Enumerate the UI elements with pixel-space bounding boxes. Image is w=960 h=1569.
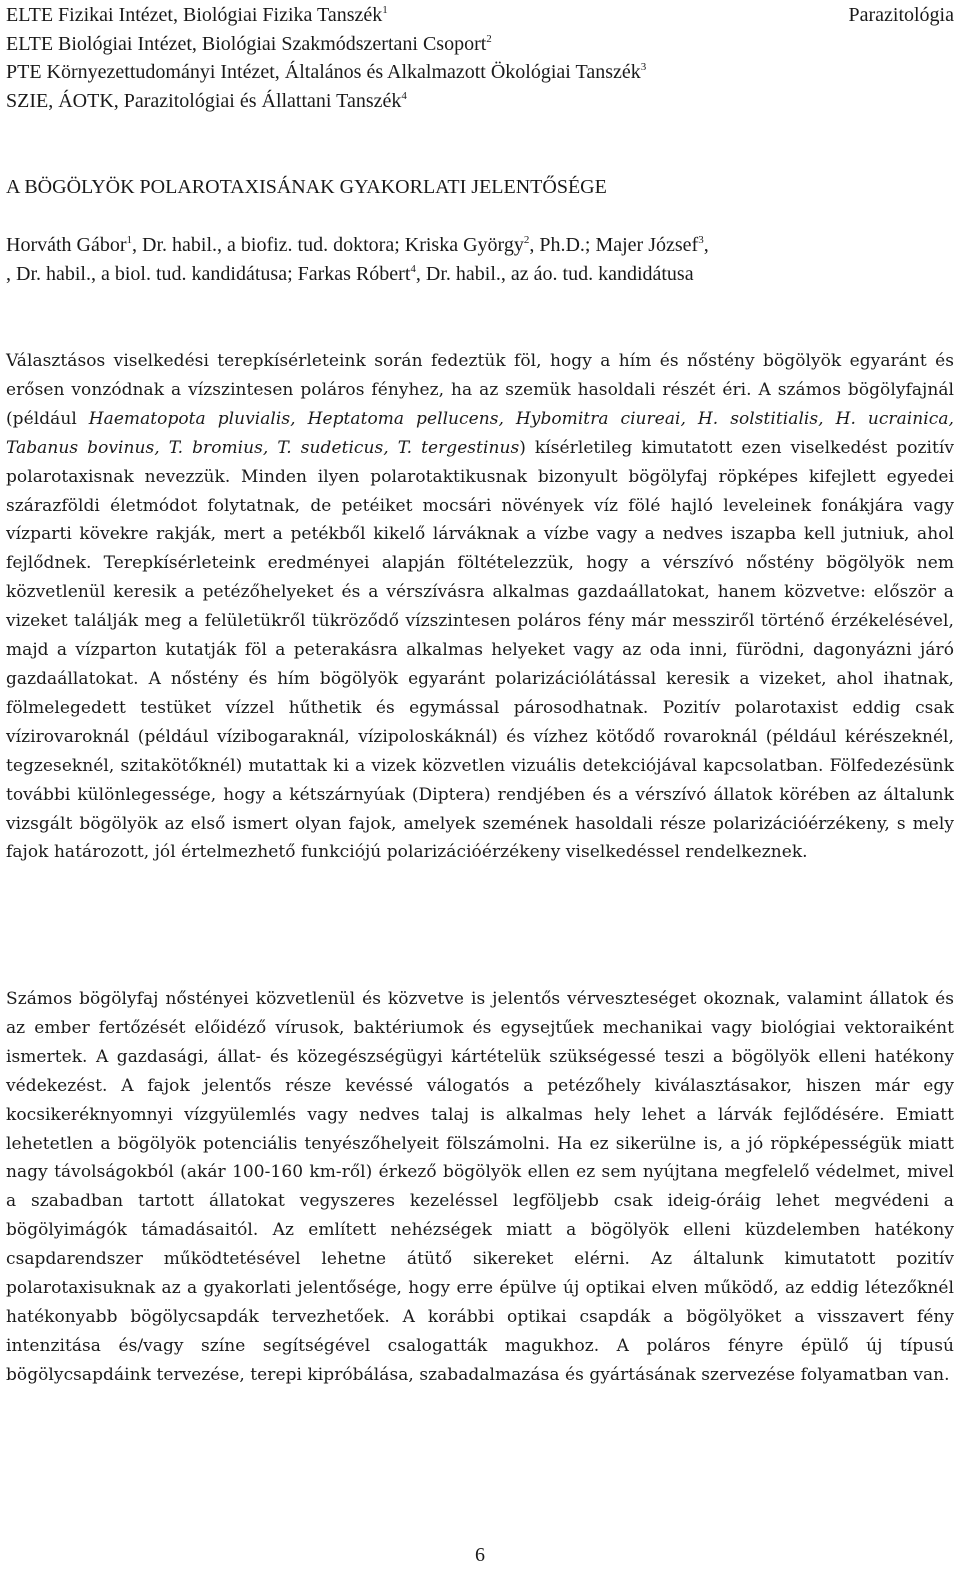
affiliation-marker: 2 — [486, 32, 492, 45]
author-degree: , Dr. habil., az áo. tud. kandidátusa — [415, 263, 694, 285]
author-degree: , Dr. habil., a biol. tud. kandidátusa; — [6, 263, 298, 285]
author-affiliation-marker: 4 — [410, 263, 416, 275]
author-degree: , Ph.D.; — [529, 234, 596, 256]
author-affiliation-marker: 3 — [698, 234, 704, 246]
header — [6, 1, 954, 115]
affiliation-text: ELTE Biológiai Intézet, Biológiai Szakmódszertani Csoport — [6, 32, 487, 55]
affiliation-line — [6, 87, 954, 116]
affiliation-marker: 3 — [640, 61, 647, 73]
article-title: A BÖGÖLYÖK POLAROTAXISÁNAK GYAKORLATI JELENTŐSÉGE — [6, 176, 607, 198]
affiliation-line — [6, 58, 954, 87]
author-name: Horváth Gábor — [6, 234, 127, 256]
subject-label: Parazitológia — [848, 4, 954, 26]
author-degree: , Dr. habil., a biofiz. tud. doktora; — [132, 234, 405, 256]
affiliation-text: ELTE Fizikai Intézet, Biológiai Fizika Tanszék — [6, 4, 383, 26]
affiliation-line — [6, 30, 954, 59]
affiliation-text: PTE Környezettudományi Intézet, Általános és Alkalmazott Ökológiai Tanszék — [6, 61, 641, 83]
affiliation-text: SZIE, ÁOTK, Parazitológiai és Állattani Tanszék — [6, 89, 402, 112]
affiliation-line — [6, 1, 954, 30]
author-name: Majer József — [595, 234, 699, 256]
page-number: 6 — [475, 1544, 485, 1566]
abstract-paragraph-1 — [6, 347, 954, 867]
affiliation-marker: 4 — [401, 89, 407, 102]
author-list: Horváth Gábor$^1$, Dr. habil., a biofiz. tud. doktora; Kriska György$^2$, Ph.D.; Majer József$^3$, , Dr. habil., a biol. tud. kandidátusa; Farkas Róbert$^4$, Dr. habil., az áo. tud. kandidátusa — [6, 234, 709, 285]
author-name: Kriska György — [404, 234, 524, 256]
author-name: Farkas Róbert — [297, 263, 411, 285]
affiliation-marker: 1 — [382, 4, 388, 16]
abstract-paragraph-2: Számos bögölyfaj nőstényei közvetlenül és közvetve is jelentős vérveszteséget okoznak, valamint állatok és az ember fertőzését előidéző vírusok, baktériumok és egysejtűek mechanikai vagy biológiai vektoraiként ismertek. A gazdasági, állat- és közegészségügyi kártételük szükségessé teszi a bögölyök elleni hatékony védekezést. A fajok jelentős része kevéssé válogatós a petézőhely kiválasztásakor, hiszen már egy kocsikeréknyomnyi vízgyülemlés vagy nedves talaj is alkalmas hely lehet a lárvák fejlődésére. Emiatt lehetetlen a bögölyök potenciális tenyészőhelyeit fölszámolni. Ha ez sikerülne is, a jó röpképességük miatt nagy távolságokból (akár 100-160 km-ről) érkező bögölyök ellen ez sem nyújtana megfelelő védelmet, mivel a szabadban tartott állatokat vegyszeres kezeléssel legföljebb csak ideig-óráig lehet megvédeni a bögölyimágók támadásaitól. Az említett nehézségek miatt a bögölyök elleni küzdelemben hatékony csapdarendszer működtetésével lehetne átütő sikereket elérni. Az általunk kimutatott pozitív polarotaxisuknak az a gyakorlati jelentősége, hogy erre épülve új optikai elven működő, az eddig létezőknél hatékonyabb bögölycsapdák tervezhetőek. A korábbi optikai csapdák a bögölyöket a visszavert fény intenzitása és/vagy színe segítségével csalogatták magukhoz. A poláros fényre épülő új típusú bögölycsapdáink tervezése, terepi kipróbálása, szabadalmazása és gyártásának szervezése folyamatban van. — [6, 989, 954, 1385]
paragraph-text: ) kísérletileg kimutatott ezen viselkedést pozitív polarotaxisnak nevezzük. Minden ilyen polarotaktikusnak bizonyult bögölyfaj röpképes kifejlett egyedei szárazföldi életmódot folytatnak, de petéiket mocsári növények víz fölé hajló leveleinek fonákjára vagy vízparti kövekre rakják, mert a petékből kikelő lárváknak a vízbe vagy a nedves iszapba kell jutniuk, ahol fejlődnek. Terepkísérleteink eredményei alapján föltételezzük, hogy a vérszívó nőstény bögölyök nem közvetlenül keresik a petézőhelyeket és a vérszívásra alkalmas gazdaállatokat, hanem közvetve: először a vizeket találják meg a felületükről tükröződő vízszintesen poláros fény már messziről történő érzékelésével, majd a vízparton kutatják föl a peterakásra alkalmas helyeket vagy az oda inni, fürödni, dagonyázni járó gazdaállatokat. A nőstény és hím bögölyök egyaránt polarizációlátással keresik a vizeket, ahol ihatnak, fölmelegedett testüket vízzel hűthetik és egymással párosodhatnak. Pozitív polarotaxist eddig csak vízirovaroknál (például vízibogaraknál, vízipoloskáknál) és vízhez kötődő rovaroknál (például kérészeknél, tegzeseknél, szitakötőknél) mutattak ki a vizek közvetlen vizuális detekciójával kapcsolatban. Fölfedezésünk további különlegessége, hogy a kétszárnyúak (Diptera) rendjében és a vérszívó állatok körében az általunk vizsgált bögölyök az első ismert olyan fajok, amelyek szemének hasoldali része polarizációérzékeny, s mely fajok határozott, jól értelmezhető funkciójú polarizációérzékeny viselkedéssel rendelkeznek. — [6, 437, 955, 863]
species-list: Haematopota pluvialis, Heptatoma pellucens, Hybomitra ciureai, H. solstitialis, H. ucrainica, Tabanus bovinus, T. bromius, T. sudeticus, T. tergestinus — [6, 408, 954, 458]
paragraph-text: Választásos viselkedési terepkísérleteink során fedeztük föl, hogy a hím és nőstény bögölyök egyaránt és erősen vonzódnak a vízszintesen poláros fényhez, ha az szemük hasoldali részét éri. A számos bögölyfajnál (például — [6, 351, 954, 429]
author-affiliation-marker: 2 — [523, 234, 530, 246]
author-affiliation-marker: 1 — [126, 234, 133, 246]
